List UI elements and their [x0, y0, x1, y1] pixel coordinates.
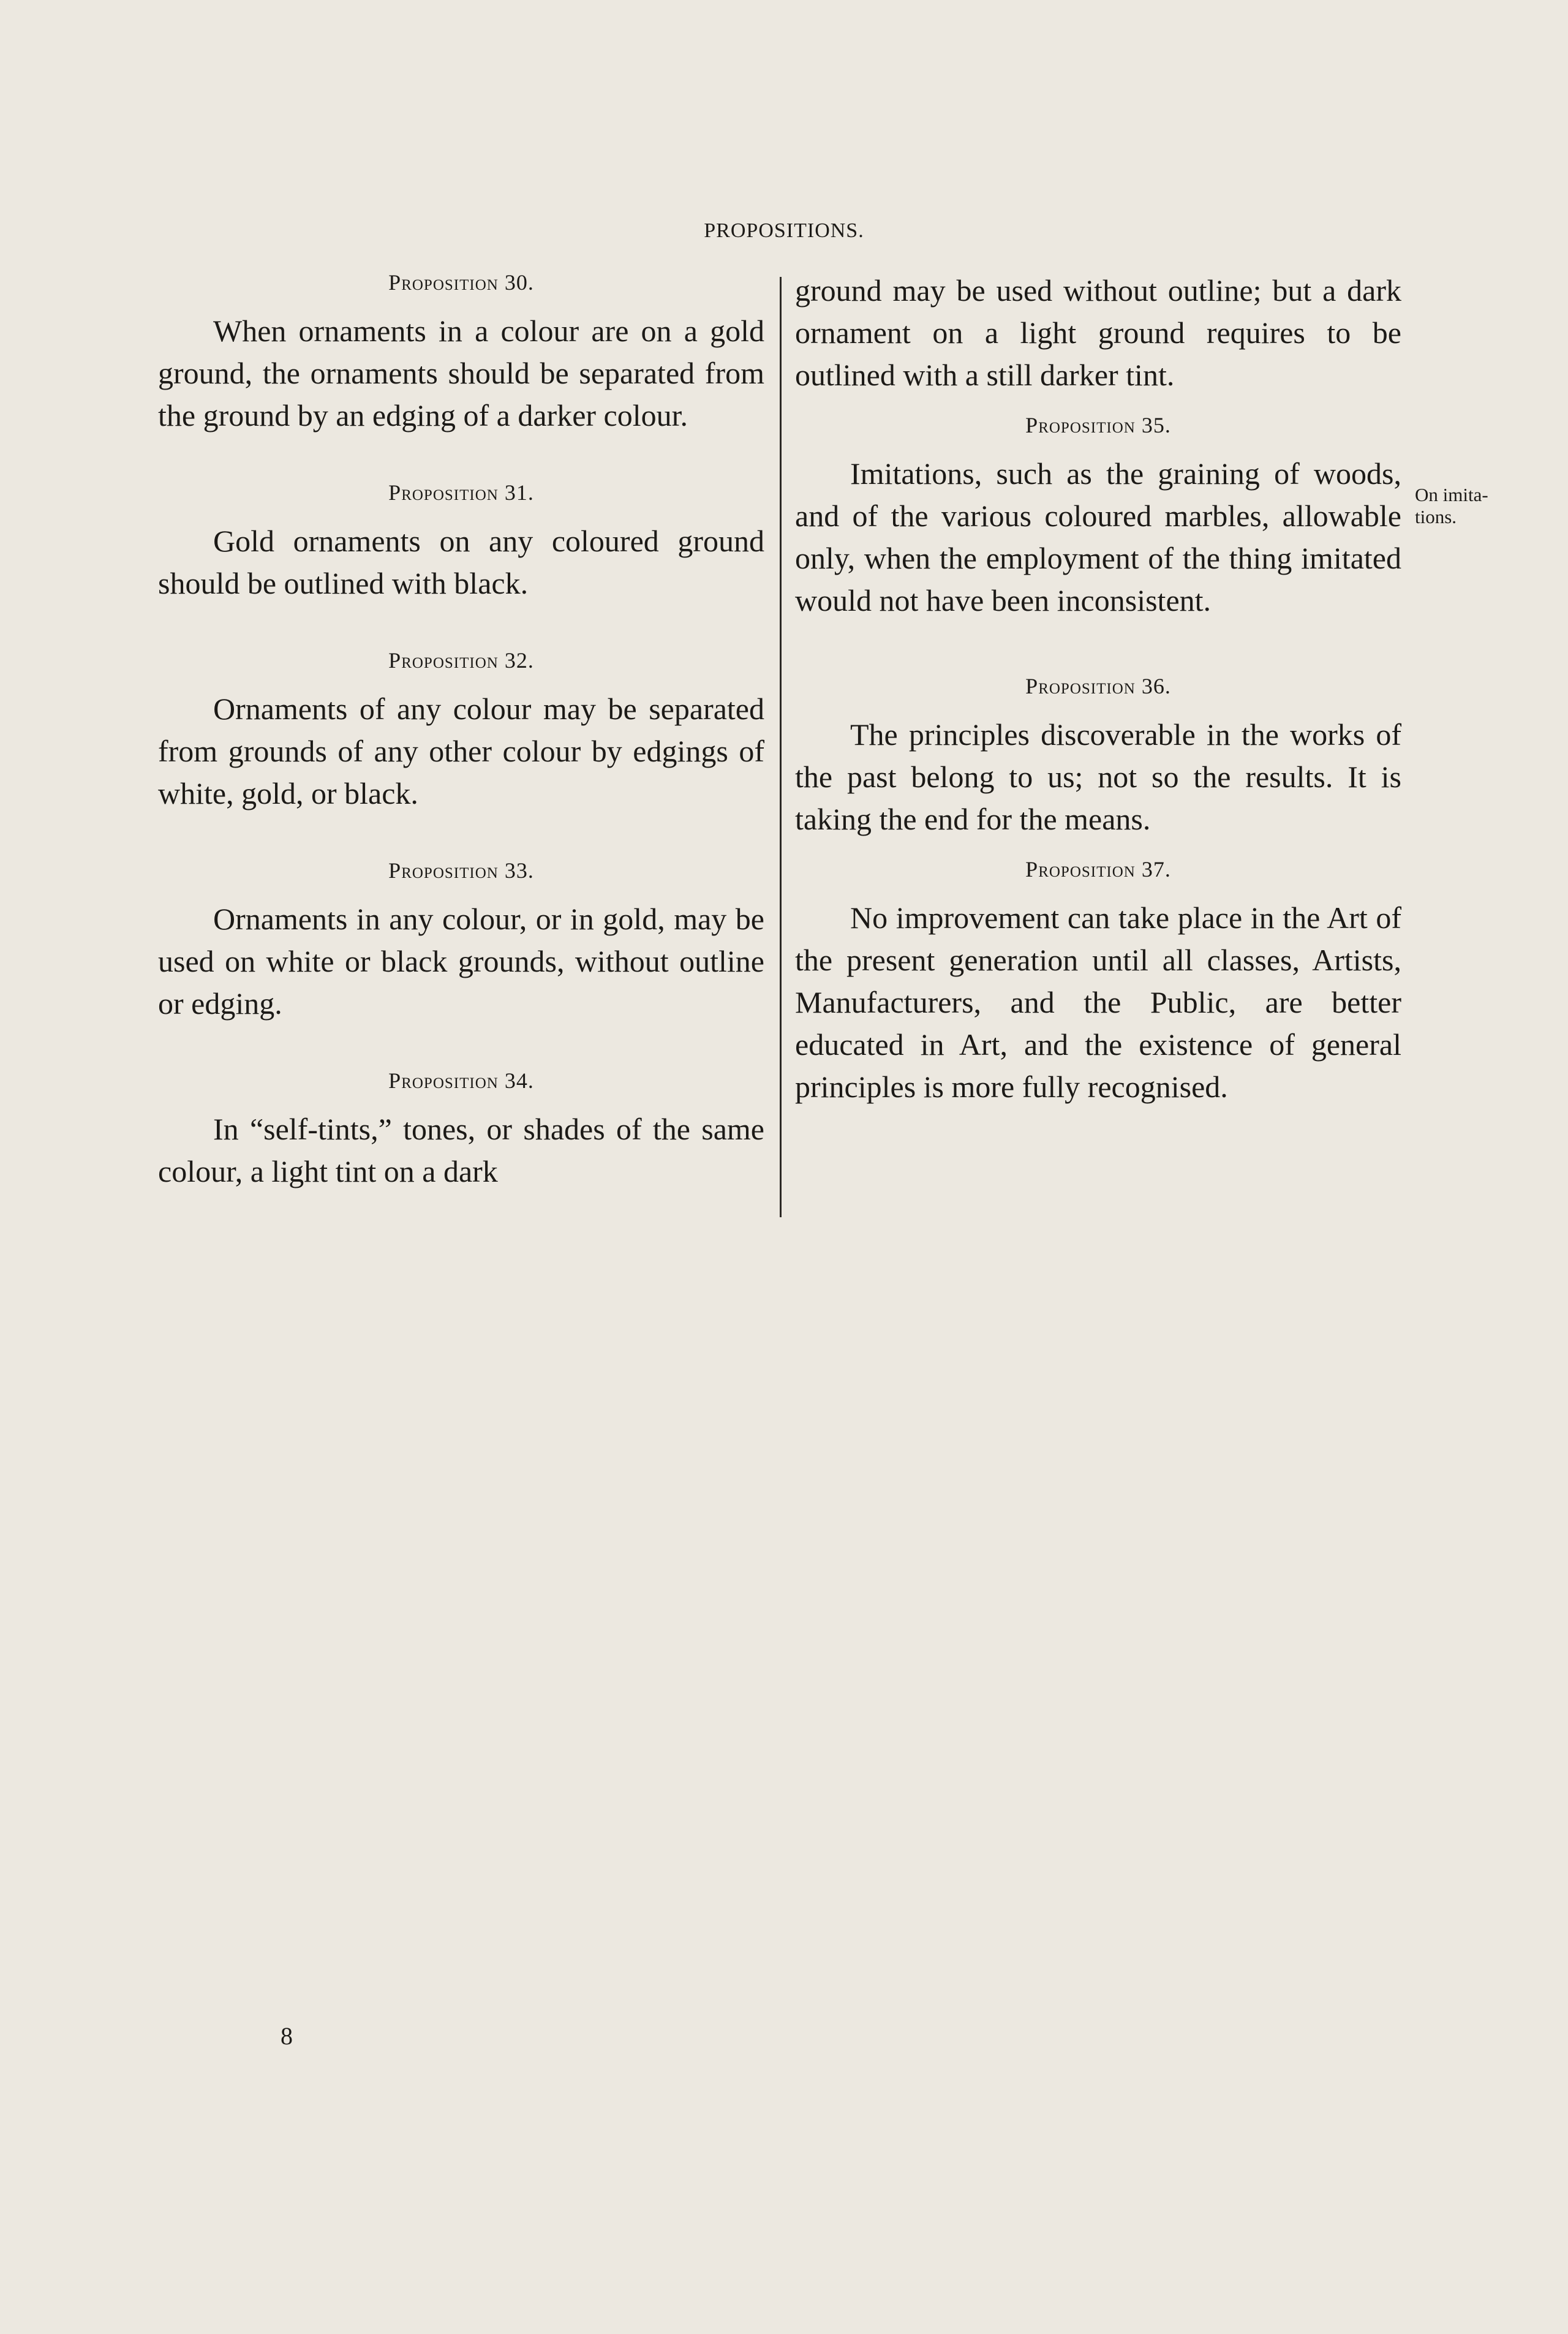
proposition-36 — [795, 673, 1401, 840]
proposition-heading: Proposition 36. — [1025, 674, 1171, 698]
continued-text: ground may be used without outline; but a dark ornament on a light ground requires to be outlined with a still darker tint. — [795, 273, 1401, 392]
proposition-32 — [158, 648, 764, 815]
proposition-30 — [158, 270, 764, 437]
proposition-heading: Proposition 35. — [1025, 413, 1171, 437]
proposition-text: When ornaments in a colour are on a gold ground, the ornaments should be separated from the ground by an edging of a darker colour. — [158, 314, 764, 432]
proposition-35 — [795, 412, 1401, 622]
page-number: 8 — [281, 2022, 293, 2050]
proposition-text: No improvement can take place in the Art of the present generation until all classes, Artists, Manufacturers, and the Public, are better educated in Art, and the existence of general principles is more fully recognised. — [795, 901, 1401, 1104]
marginal-note: On imitations. — [1415, 484, 1488, 527]
running-head: PROPOSITIONS. — [704, 219, 864, 242]
proposition-37 — [795, 856, 1401, 1108]
proposition-text: The principles discoverable in the works of the past belong to us; not so the results. It is taking the end for the means. — [795, 717, 1401, 836]
proposition-33 — [158, 858, 764, 1025]
column-divider — [780, 277, 782, 1217]
proposition-34 — [158, 1068, 764, 1193]
proposition-heading: Proposition 31. — [388, 480, 534, 505]
proposition-heading: Proposition 33. — [388, 858, 534, 883]
proposition-text: Ornaments of any colour may be separated from grounds of any other colour by edgings of white, gold, or black. — [158, 692, 764, 810]
proposition-heading: Proposition 37. — [1025, 857, 1171, 882]
proposition-text: Gold ornaments on any coloured ground should be outlined with black. — [158, 524, 764, 600]
proposition-31 — [158, 480, 764, 605]
proposition-text: Imitations, such as the graining of woods, and of the various coloured marbles, allowable only, when the employment of the thing imitated would not have been inconsistent. — [795, 456, 1401, 617]
proposition-heading: Proposition 34. — [388, 1068, 534, 1093]
left-column — [158, 270, 764, 1236]
right-column — [795, 270, 1401, 1151]
proposition-heading: Proposition 30. — [388, 270, 534, 295]
proposition-heading: Proposition 32. — [388, 648, 534, 673]
proposition-text: In “self-tints,” tones, or shades of the same colour, a light tint on a dark — [158, 1112, 764, 1188]
proposition-text: Ornaments in any colour, or in gold, may be used on white or black grounds, without outline or edging. — [158, 902, 764, 1021]
